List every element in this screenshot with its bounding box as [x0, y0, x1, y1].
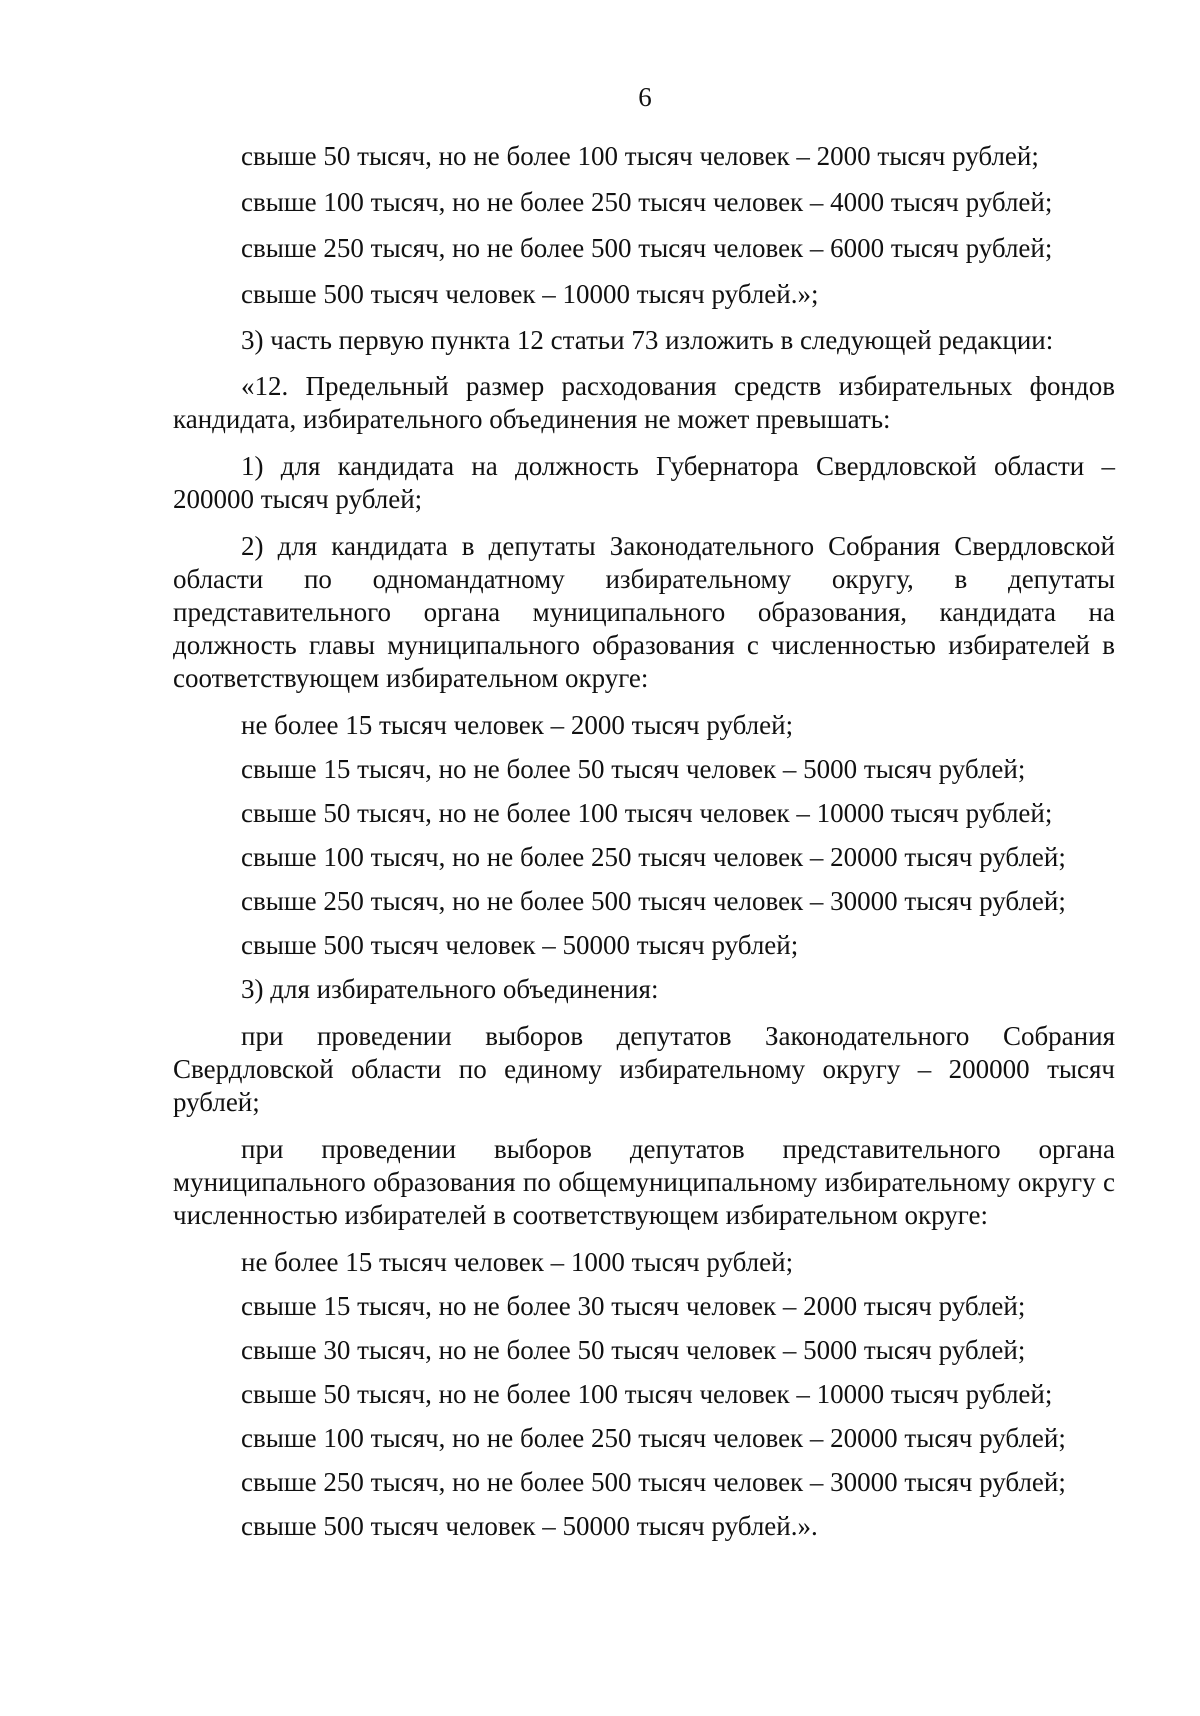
- paragraph: 3) для избирательного объединения:: [241, 974, 659, 1004]
- list-item: не более 15 тысяч человек – 2000 тысяч рублей;: [241, 710, 794, 740]
- list-item: свыше 500 тысяч человек – 10000 тысяч рублей.»;: [241, 279, 819, 309]
- paragraph: 3) часть первую пункта 12 статьи 73 изложить в следующей редакции:: [241, 325, 1054, 355]
- paragraph: при проведении выборов депутатов Законодательного Собрания Свердловской области по единому избирательному округу – 200000 тысяч рублей;: [173, 1021, 1115, 1117]
- document-body: [173, 140, 1115, 1554]
- list-item: свыше 50 тысяч, но не более 100 тысяч человек – 10000 тысяч рублей;: [241, 1379, 1053, 1409]
- list-item: свыше 50 тысяч, но не более 100 тысяч человек – 2000 тысяч рублей;: [241, 141, 1039, 171]
- paragraph: при проведении выборов депутатов представительного органа муниципального образования по общемуниципальному избирательному округу с численностью избирателей в соответствующем избирательном округе:: [173, 1134, 1115, 1230]
- list-item: свыше 250 тысяч, но не более 500 тысяч человек – 30000 тысяч рублей;: [241, 886, 1066, 916]
- list-item: свыше 50 тысяч, но не более 100 тысяч человек – 10000 тысяч рублей;: [241, 798, 1053, 828]
- list-item: свыше 30 тысяч, но не более 50 тысяч человек – 5000 тысяч рублей;: [241, 1335, 1026, 1365]
- list-item: свыше 100 тысяч, но не более 250 тысяч человек – 20000 тысяч рублей;: [241, 1423, 1066, 1453]
- list-item: свыше 15 тысяч, но не более 30 тысяч человек – 2000 тысяч рублей;: [241, 1291, 1026, 1321]
- list-item: свыше 500 тысяч человек – 50000 тысяч рублей;: [241, 930, 799, 960]
- list-item: свыше 100 тысяч, но не более 250 тысяч человек – 4000 тысяч рублей;: [241, 187, 1053, 217]
- list-item: свыше 250 тысяч, но не более 500 тысяч человек – 6000 тысяч рублей;: [241, 233, 1053, 263]
- paragraph: «12. Предельный размер расходования средств избирательных фондов кандидата, избирательного объединения не может превышать:: [173, 371, 1115, 434]
- page-number: 6: [638, 82, 652, 112]
- list-item: свыше 100 тысяч, но не более 250 тысяч человек – 20000 тысяч рублей;: [241, 842, 1066, 872]
- paragraph: 2) для кандидата в депутаты Законодательного Собрания Свердловской области по одномандатному избирательному округу, в депутаты представительного органа муниципального образования, кандидата на должность главы муниципального образования с численностью избирателей в соответствующем избирательном округе:: [173, 531, 1115, 693]
- list-item: свыше 15 тысяч, но не более 50 тысяч человек – 5000 тысяч рублей;: [241, 754, 1026, 784]
- list-item: свыше 500 тысяч человек – 50000 тысяч рублей.».: [241, 1511, 818, 1541]
- list-item: свыше 250 тысяч, но не более 500 тысяч человек – 30000 тысяч рублей;: [241, 1467, 1066, 1497]
- list-item: не более 15 тысяч человек – 1000 тысяч рублей;: [241, 1247, 794, 1277]
- paragraph: 1) для кандидата на должность Губернатора Свердловской области – 200000 тысяч рублей;: [173, 451, 1115, 514]
